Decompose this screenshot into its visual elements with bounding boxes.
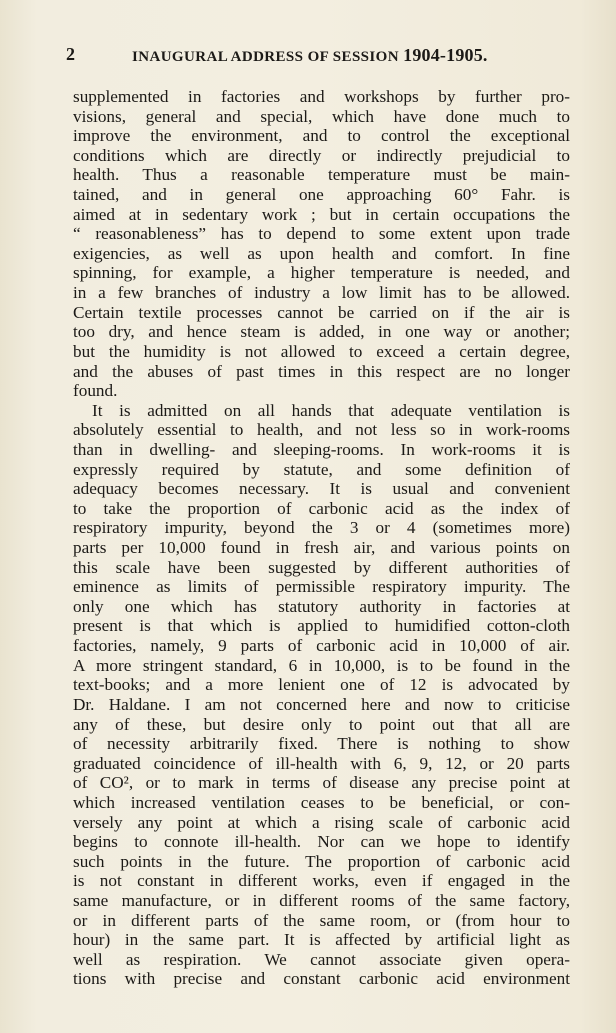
text-line: versely any point at which a rising scale of carbonic acid — [73, 812, 570, 832]
paragraph-first-line: It is admitted on all hands that adequate ventilation is — [92, 400, 570, 420]
text-line: “ reasonableness” has to depend to some extent upon trade — [73, 224, 570, 244]
text-line: same manufacture, or in different rooms of the same factory, — [73, 890, 570, 910]
text-line: A more stringent standard, 6 in 10,000, is to be found in the — [73, 655, 570, 675]
text-line: tained, and in general one approaching 60° Fahr. is — [73, 185, 570, 205]
text-line: health. Thus a reasonable temperature must be main- — [73, 165, 570, 185]
text-line: of CO², or to mark in terms of disease any precise point at — [73, 773, 570, 793]
text-line: but the humidity is not allowed to exceed a certain degree, — [73, 341, 570, 361]
text-line: Certain textile processes cannot be carried on if the air is — [73, 302, 570, 322]
text-line: absolutely essential to health, and not less so in work-rooms — [73, 420, 570, 440]
text-line: hour) in the same part. It is affected by artificial light as — [73, 930, 570, 950]
text-line: too dry, and hence steam is added, in one way or another; — [73, 322, 570, 342]
text-line: spinning, for example, a higher temperature is needed, and — [73, 263, 570, 283]
text-line: found. — [73, 381, 118, 401]
text-line: this scale have been suggested by different authorities of — [73, 557, 570, 577]
text-line: begins to connote ill-health. Nor can we hope to identify — [73, 832, 570, 852]
text-line: present is that which is applied to humidified cotton-cloth — [73, 616, 570, 636]
text-line: well as respiration. We cannot associate given opera- — [73, 949, 570, 969]
text-line: supplemented in factories and workshops by further pro- — [73, 87, 570, 106]
text-line: conditions which are directly or indirectly prejudicial to — [73, 145, 570, 165]
text-line: parts per 10,000 found in fresh air, and various points on — [73, 538, 570, 558]
text-line: only one which has statutory authority in factories at — [73, 596, 570, 616]
text-line: exigencies, as well as upon health and comfort. In fine — [73, 243, 570, 263]
text-line: adequacy becomes necessary. It is usual and convenient — [73, 479, 570, 499]
text-line: which increased ventilation ceases to be beneficial, or con- — [73, 792, 570, 812]
text-line: respiratory impurity, beyond the 3 or 4 (sometimes more) — [73, 518, 570, 538]
text-line: or in different parts of the same room, or (from hour to — [73, 910, 570, 930]
text-line: such points in the future. The proportion of carbonic acid — [73, 851, 570, 871]
running-head-title: INAUGURAL ADDRESS OF SESSION — [132, 49, 399, 65]
text-line: eminence as limits of permissible respiratory impurity. The — [73, 577, 570, 597]
running-head-years: 1904-1905. — [403, 45, 488, 65]
text-line: expressly required by statute, and some definition of — [73, 459, 570, 479]
running-head — [132, 45, 488, 66]
text-line: improve the environment, and to control the exceptional — [73, 126, 570, 146]
text-line: text-books; and a more lenient one of 12 is advocated by — [73, 675, 570, 695]
text-line: factories, namely, 9 parts of carbonic acid in 10,000 of air. — [73, 636, 570, 656]
text-line: tions with precise and constant carbonic acid environment — [73, 969, 570, 989]
page-header — [62, 44, 570, 70]
body-text — [73, 87, 570, 989]
text-line: Dr. Haldane. I am not concerned here and now to criticise — [73, 694, 570, 714]
text-line: is not constant in different works, even if engaged in the — [73, 871, 570, 891]
text-line: graduated coincidence of ill-health with 6, 9, 12, or 20 parts — [73, 753, 570, 773]
text-line: than in dwelling- and sleeping-rooms. In work-rooms it is — [73, 439, 570, 459]
page-number: 2 — [66, 44, 76, 64]
text-line: of necessity arbitrarily fixed. There is nothing to show — [73, 734, 570, 754]
text-line: in a few branches of industry a low limit has to be allowed. — [73, 283, 570, 303]
text-line: and the abuses of past times in this respect are no longer — [73, 361, 570, 381]
text-line: any of these, but desire only to point out that all are — [73, 714, 570, 734]
text-line: to take the proportion of carbonic acid as the index of — [73, 498, 570, 518]
text-line: aimed at in sedentary work ; but in certain occupations the — [73, 204, 570, 224]
text-line: visions, general and special, which have done much to — [73, 106, 570, 126]
